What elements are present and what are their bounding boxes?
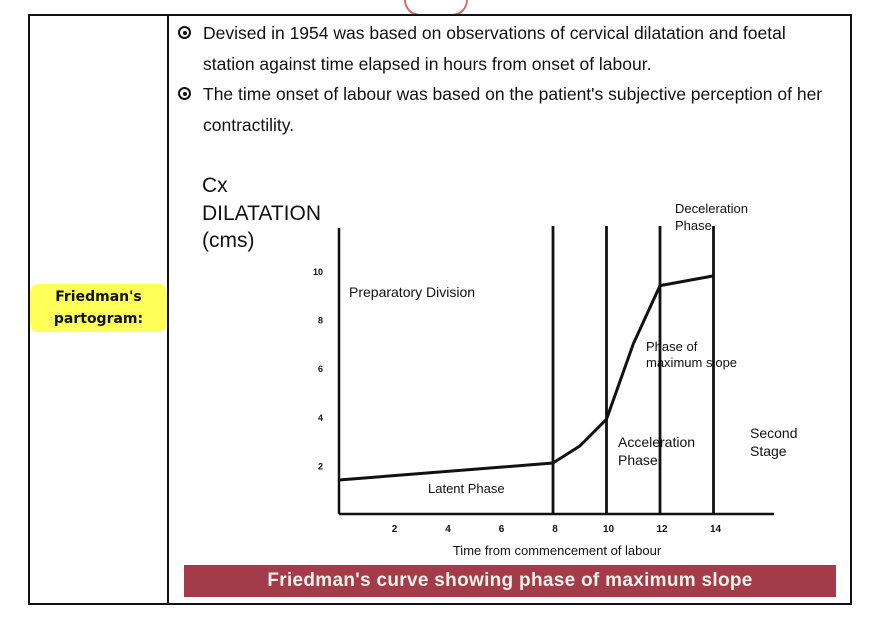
x-tick-label: 14 [709, 524, 722, 535]
acceleration-phase-label: Phase [618, 452, 658, 468]
y-axis-label: Cx [202, 174, 228, 197]
x-tick-label: 10 [602, 524, 615, 535]
y-tick-label: 2 [317, 461, 323, 472]
y-axis-label: (cms) [202, 229, 255, 252]
latent-phase-label: Latent Phase [428, 481, 505, 496]
y-axis-label: DILATATION [202, 202, 322, 225]
bullet-text: The time onset of labour was based on the patient's subjective perception of her contractility. [203, 84, 823, 135]
preparatory-division-label: Preparatory Division [349, 284, 476, 300]
second-stage-label: Second [750, 425, 798, 441]
maximum-slope-label: maximum slope [646, 355, 738, 370]
x-tick-label: 8 [552, 524, 558, 535]
deceleration-phase-label: Deceleration [675, 201, 748, 216]
second-stage-label: Stage [750, 443, 787, 459]
x-tick-label: 4 [445, 524, 451, 535]
row-label: Friedman's partogram: [30, 284, 167, 332]
y-tick-label: 10 [312, 267, 323, 277]
y-tick-label: 4 [317, 412, 323, 423]
maximum-slope-label: Phase of [646, 339, 698, 354]
x-tick-label: 12 [656, 524, 668, 535]
y-tick-label: 6 [317, 364, 323, 375]
x-tick-label: 2 [391, 524, 398, 535]
acceleration-phase-label: Acceleration [618, 434, 696, 450]
x-axis-label: Time from commencement of labour [452, 543, 662, 558]
deceleration-phase-label: Phase [675, 218, 712, 233]
figure-caption: Friedman's curve showing phase of maximum slope [184, 565, 836, 597]
x-tick-label: 6 [498, 524, 505, 535]
y-tick-label: 8 [317, 315, 323, 326]
bullet-text: Devised in 1954 was based on observations of cervical dilatation and foetal station against time elapsed in hours from onset of labour. [203, 23, 786, 74]
